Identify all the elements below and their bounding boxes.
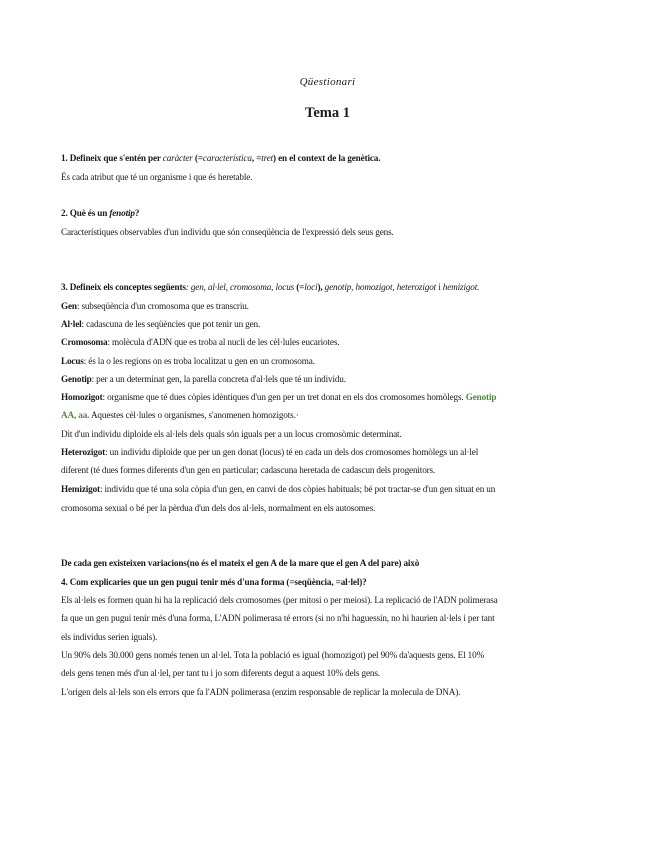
definition-diploid: Dit d'un individu diploide els al·lels dels quals són iguals per a un locus cromosòmic determinat. — [61, 429, 402, 439]
definition-alel: Al·lel: cadascuna de les seqüències que pot tenir un gen. — [61, 319, 261, 329]
definition-locus: Locus: és la o les regions on es troba localitzat u gen en un cromosoma. — [61, 356, 315, 366]
answer-4-line-4: Un 90% dels 30.000 gens només tenen un al·lel. Tota la població es igual (homozigot) pel 90% da'aquests gens. El 10% — [61, 650, 485, 660]
genotip-example-label: Genotip — [465, 392, 497, 402]
genotip-example-values: AA, aa. — [61, 410, 90, 420]
definition-hemizigot-cont: cromosoma sexual o bé per la pèrdua d'un dels dos al·lels, normalment en els autosomes. — [61, 503, 376, 513]
page-title: Tema 1 — [305, 105, 350, 121]
answer-4-line-1: Els al·lels es formen quan hi ha la replicació dels cromosomes (per mitosi o per meiosi). La replicació de l'ADN polimerasa — [61, 595, 498, 605]
definition-hemizigot: Hemizigot: individu que té una sola còpia d'un gen, en canvi de dos còpies habituals; bé pot tractar-se d'un gen situat en un — [61, 484, 496, 494]
question-3: 3. Defineix els conceptes següents: gen, al·lel, cromosoma, locus (=loci), genotip, homozigot, heterozigot i hemizigot. — [61, 282, 480, 292]
answer-2: Característiques observables d'un individu que són conseqüència de l'expressió dels seus gens. — [61, 227, 394, 237]
questionnaire-heading: Qüestionari — [299, 76, 356, 88]
question-4: 4. Com explicaries que un gen pugui tenir més d'una forma (=seqüència, =al·lel)? — [61, 577, 367, 587]
answer-4-line-2: fa que un gen pugui tenir més d'una forma, L'ADN polimerasa té errors (si no n'hi haguessin, no hi haurien al·lels i per tant — [61, 613, 495, 623]
definition-heterozigot-cont: diferent (té dues formes diferents d'un gen en particular; cadascuna heretada de cadascun dels progenitors. — [61, 465, 436, 475]
definition-heterozigot: Heterozigot: un individu diploide que per un gen donat (locus) té en cada un dels dos cromosomes homòlegs un al·lel — [61, 447, 479, 457]
definition-homozigot-cont: AA, aa. Aquestes cèl·lules o organismes, s'anomenen homozigots.· — [61, 410, 299, 420]
question-4-intro: De cada gen existeixen variacions(no és el mateix el gen A de la mare que el gen A del pare) això — [61, 558, 420, 568]
answer-1: És cada atribut que té un organisme i que és heretable. — [61, 172, 253, 182]
answer-4-line-3: els individus serien iguals). — [61, 632, 158, 642]
definition-cromosoma: Cromosoma: molècula d'ADN que es troba al nucli de les cèl·lules eucariotes. — [61, 337, 340, 347]
definition-genotip: Genotip: per a un determinat gen, la parella concreta d'al·lels que té un individu. — [61, 374, 346, 384]
definition-homozigot: Homozigot: organisme que té dues còpies idèntiques d'un gen per un tret donat en els dos cromosomes homòlegs. Genotip — [61, 392, 497, 402]
answer-4-line-6: L'origen dels al·lels son els errors que fa l'ADN polimerasa (enzim responsable de replicar la molecula de DNA). — [61, 687, 461, 697]
definition-gen: Gen: subseqüència d'un cromosoma que es transcriu. — [61, 301, 249, 311]
question-1: 1. Defineix que s'entén per caràcter (=característica, =tret) en el context de la genètica. — [61, 153, 381, 163]
question-2: 2. Què és un fenotip? — [61, 208, 140, 218]
answer-4-line-5: dels gens tenen més d'un al·lel, per tant tu i jo som diferents degut a aquest 10% dels gens. — [61, 668, 380, 678]
